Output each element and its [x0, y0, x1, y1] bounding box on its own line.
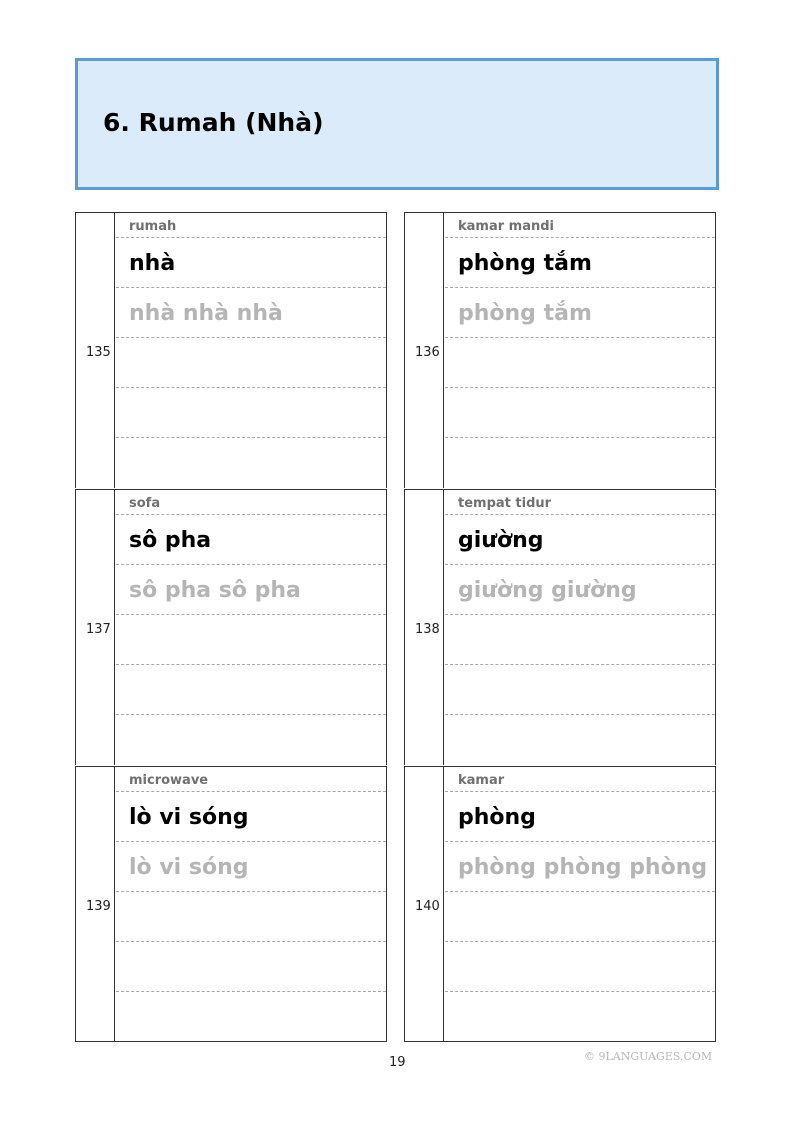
trace-row — [116, 842, 386, 892]
source-word-row — [445, 767, 715, 792]
target-word: phòng tắm — [458, 251, 592, 276]
trace-text: phòng tắm — [458, 301, 592, 326]
blank-writing-line — [445, 388, 715, 438]
trace-text: giường giường — [458, 578, 637, 603]
trace-row — [445, 565, 715, 615]
trace-row — [116, 288, 386, 338]
writing-rows — [116, 490, 386, 765]
card-number: 138 — [415, 622, 440, 637]
card-number-column — [76, 213, 115, 488]
source-word-row — [116, 213, 386, 238]
blank-writing-line — [116, 438, 386, 488]
target-word-row — [116, 792, 386, 842]
blank-writing-line — [445, 992, 715, 1042]
blank-writing-line — [116, 715, 386, 765]
target-word-row — [445, 238, 715, 288]
card-number: 140 — [415, 899, 440, 914]
source-word-row — [445, 213, 715, 238]
trace-row — [445, 842, 715, 892]
card-number-column — [405, 490, 444, 765]
writing-rows — [445, 767, 715, 1041]
blank-writing-line — [116, 338, 386, 388]
trace-text: lò vi sóng — [129, 855, 249, 880]
writing-rows — [116, 213, 386, 488]
vocab-card-137 — [75, 489, 387, 765]
card-number-column — [405, 767, 444, 1041]
vocab-card-135 — [75, 212, 387, 488]
blank-writing-line — [445, 338, 715, 388]
target-word-row — [445, 792, 715, 842]
blank-writing-line — [445, 715, 715, 765]
blank-writing-line — [116, 992, 386, 1042]
vocab-card-138 — [404, 489, 716, 765]
blank-writing-line — [445, 942, 715, 992]
source-word-row — [445, 490, 715, 515]
chapter-header — [75, 58, 719, 190]
trace-text: sô pha sô pha — [129, 578, 301, 603]
card-number: 139 — [86, 899, 111, 914]
target-word: giường — [458, 528, 544, 553]
card-number-column — [76, 767, 115, 1041]
blank-writing-line — [445, 892, 715, 942]
blank-writing-line — [116, 615, 386, 665]
source-word: tempat tidur — [458, 496, 552, 511]
trace-text: phòng phòng phòng — [458, 855, 708, 880]
source-word-row — [116, 767, 386, 792]
writing-rows — [445, 490, 715, 765]
target-word: sô pha — [129, 528, 212, 553]
writing-rows — [116, 767, 386, 1041]
source-word: kamar mandi — [458, 219, 555, 234]
card-number-column — [76, 490, 115, 765]
vocab-card-136 — [404, 212, 716, 488]
page-title: 6. Rumah (Nhà) — [103, 108, 324, 137]
blank-writing-line — [445, 438, 715, 488]
blank-writing-line — [445, 615, 715, 665]
vocab-card-139 — [75, 766, 387, 1042]
target-word-row — [116, 515, 386, 565]
target-word-row — [116, 238, 386, 288]
blank-writing-line — [116, 892, 386, 942]
trace-row — [445, 288, 715, 338]
source-word: kamar — [458, 773, 505, 788]
source-word: microwave — [129, 773, 209, 788]
trace-row — [116, 565, 386, 615]
writing-rows — [445, 213, 715, 488]
blank-writing-line — [116, 942, 386, 992]
card-number-column — [405, 213, 444, 488]
page-number: 19 — [389, 1055, 406, 1070]
target-word: phòng — [458, 805, 536, 830]
target-word: nhà — [129, 251, 176, 276]
source-word: sofa — [129, 496, 161, 511]
card-number: 136 — [415, 345, 440, 360]
vocab-card-140 — [404, 766, 716, 1042]
target-word-row — [445, 515, 715, 565]
source-word-row — [116, 490, 386, 515]
blank-writing-line — [116, 665, 386, 715]
target-word: lò vi sóng — [129, 805, 249, 830]
blank-writing-line — [445, 665, 715, 715]
card-number: 135 — [86, 345, 111, 360]
blank-writing-line — [116, 388, 386, 438]
trace-text: nhà nhà nhà — [129, 301, 283, 326]
copyright-notice: © 9LANGUAGES.COM — [584, 1050, 713, 1063]
source-word: rumah — [129, 219, 177, 234]
card-number: 137 — [86, 622, 111, 637]
